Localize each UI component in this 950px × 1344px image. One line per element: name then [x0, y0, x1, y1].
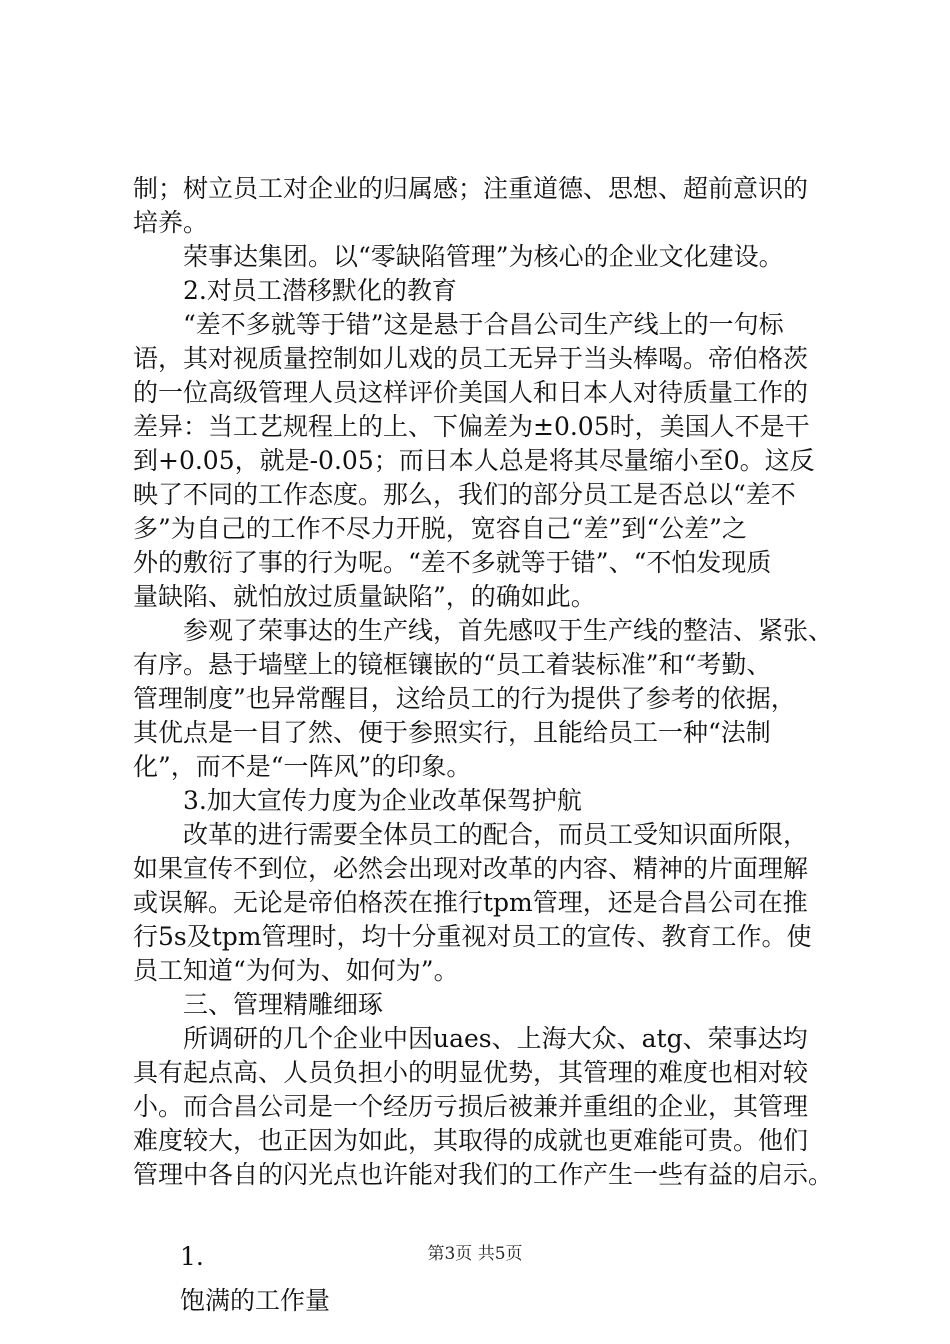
list-item-label: 饱满的工作量: [180, 1286, 331, 1315]
text-line: 所调研的几个企业中因uaes、上海大众、atg、荣事达均: [183, 1024, 808, 1053]
text-line: 难度较大，也正因为如此，其取得的成就也更难能可贵。他们: [133, 1126, 809, 1155]
section-heading: 2.对员工潜移默化的教育: [183, 276, 457, 305]
text-line: 或误解。无论是帝伯格茨在推行tpm管理，还是合昌公司在推: [133, 888, 808, 917]
text-line: 量缺陷、就怕放过质量缺陷”，的确如此。: [133, 582, 596, 611]
text-line: 培养。: [133, 208, 209, 237]
text-line: 差异：当工艺规程上的上、下偏差为±0.05时，美国人不是干: [133, 412, 810, 441]
text-line: 的一位高级管理人员这样评价美国人和日本人对待质量工作的: [133, 378, 809, 407]
list-item-number: 1.: [180, 1242, 204, 1271]
text-line: 制；树立员工对企业的归属感；注重道德、思想、超前意识的: [133, 174, 809, 203]
text-line: 如果宣传不到位，必然会出现对改革的内容、精神的片面理解: [133, 854, 809, 883]
text-line: 映了不同的工作态度。那么，我们的部分员工是否总以“差不: [133, 480, 796, 509]
document-body: [133, 172, 833, 1318]
text-line: 有序。悬于墙壁上的镜框镶嵌的“员工着装标准”和“考勤、: [133, 650, 772, 679]
text-line: 到+0.05，就是-0.05；而日本人总是将其尽量缩小至0。这反: [133, 446, 815, 475]
text-line: 化”，而不是“一阵风”的印象。: [133, 752, 472, 781]
text-line: 员工知道“为何为、如何为”。: [133, 956, 459, 985]
text-line: 荣事达集团。以“零缺陷管理”为核心的企业文化建设。: [183, 242, 784, 271]
section-heading: 三、管理精雕细琢: [183, 990, 384, 1019]
page-footer: 第3页 共5页: [427, 1244, 523, 1264]
text-line: 管理制度”也异常醒目，这给员工的行为提供了参考的依据，: [133, 684, 796, 713]
text-line: 小。而合昌公司是一个经历亏损后被兼并重组的企业，其管理: [133, 1092, 809, 1121]
text-line: 语，其对视质量控制如儿戏的员工无异于当头棒喝。帝伯格茨: [133, 344, 809, 373]
text-line: 外的敷衍了事的行为呢。“差不多就等于错”、“不怕发现质: [133, 548, 772, 577]
section-heading: 3.加大宣传力度为企业改革保驾护航: [183, 786, 582, 815]
text-line: “差不多就等于错”这是悬于合昌公司生产线上的一句标: [183, 310, 784, 339]
text-line: 管理中各自的闪光点也许能对我们的工作产生一些有益的启示。: [133, 1160, 834, 1189]
text-line: 改革的进行需要全体员工的配合，而员工受知识面所限，: [183, 820, 809, 849]
text-line: 参观了荣事达的生产线，首先感叹于生产线的整洁、紧张、: [183, 616, 834, 645]
text-line: 多”为自己的工作不尽力开脱，宽容自己“差”到“公差”之: [133, 514, 747, 543]
text-line: 其优点是一目了然、便于参照实行，且能给员工一种“法制: [133, 718, 771, 747]
text-line: 具有起点高、人员负担小的明显优势，其管理的难度也相对较: [133, 1058, 809, 1087]
text-line: 行5s及tpm管理时，均十分重视对员工的宣传、教育工作。使: [133, 922, 812, 951]
